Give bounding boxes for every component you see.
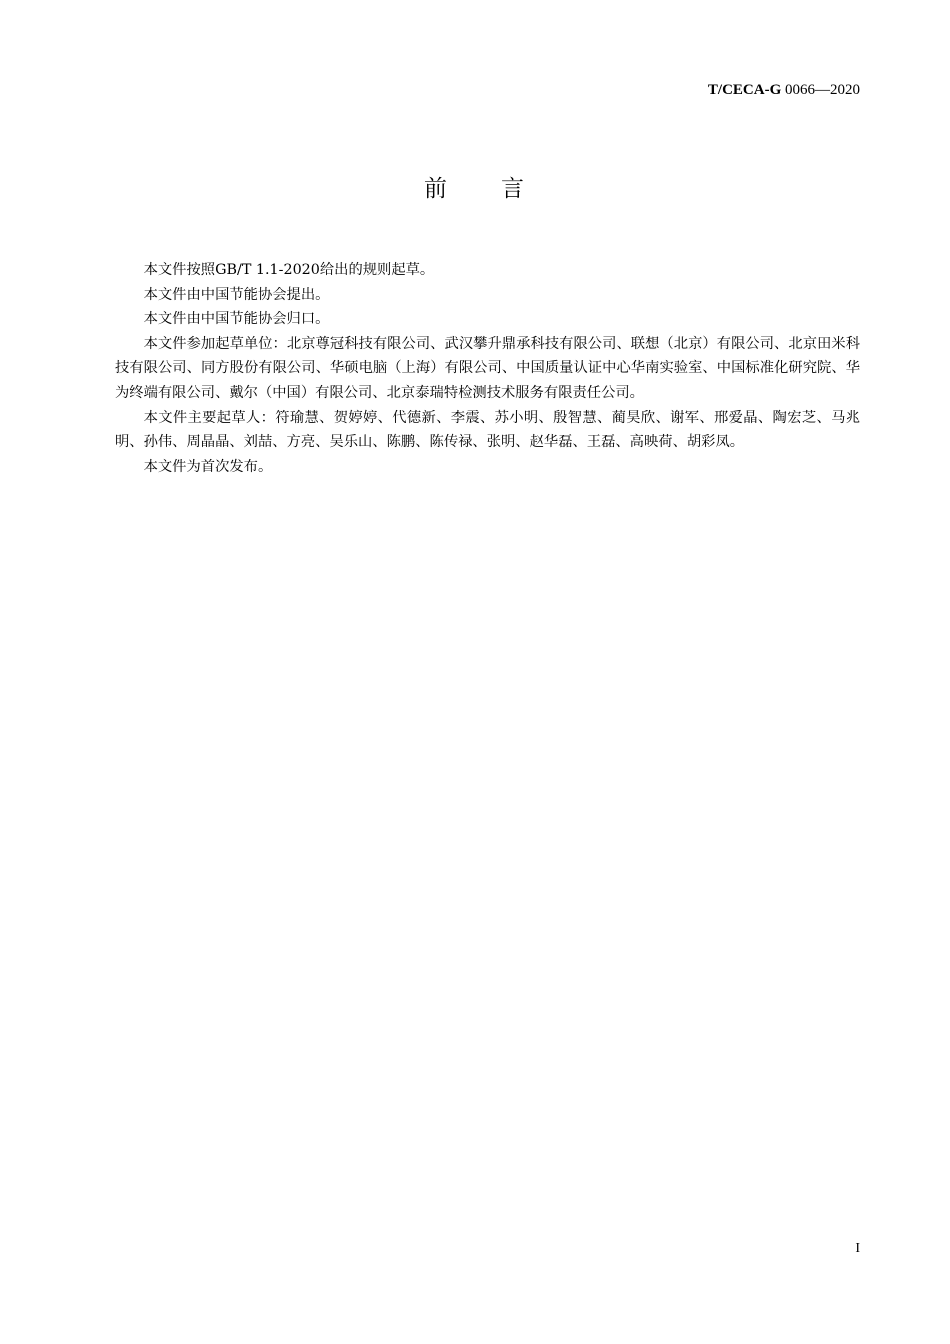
standard-code-prefix: T/CECA-G [707, 82, 782, 98]
page-title [0, 173, 950, 205]
title-char-1: 前 [424, 176, 449, 202]
paragraph-proposer: 本文件由中国节能协会提出。 [143, 286, 330, 303]
paragraph-first-release: 本文件为首次发布。 [143, 458, 273, 475]
paragraph-drafters: 本文件主要起草人：符瑜慧、贺婷婷、代德新、李震、苏小明、殷智慧、蔺昊欣、谢军、邢爱晶、陶宏芝、马兆明、孙伟、周晶晶、刘喆、方亮、吴乐山、陈鹏、陈传禄、张明、赵华磊、王磊、高映荷、胡彩凤。 [115, 409, 860, 451]
page-number: I [855, 1241, 860, 1256]
paragraph-administrator: 本文件由中国节能协会归口。 [143, 311, 330, 328]
standard-code [708, 80, 860, 100]
foreword-body [115, 258, 860, 479]
paragraph-drafting-rules: 本文件按照GB/T 1.1-2020给出的规则起草。 [143, 262, 435, 278]
title-char-2: 言 [501, 176, 526, 202]
paragraph-drafting-units: 本文件参加起草单位：北京尊冠科技有限公司、武汉攀升鼎承科技有限公司、联想（北京）有限公司、北京田米科技有限公司、同方股份有限公司、华硕电脑（上海）有限公司、中国质量认证中心华南实验室、中国标准化研究院、华为终端有限公司、戴尔（中国）有限公司、北京泰瑞特检测技术服务有限责任公司。 [115, 335, 860, 401]
standard-code-number: 0066—2020 [781, 82, 860, 98]
